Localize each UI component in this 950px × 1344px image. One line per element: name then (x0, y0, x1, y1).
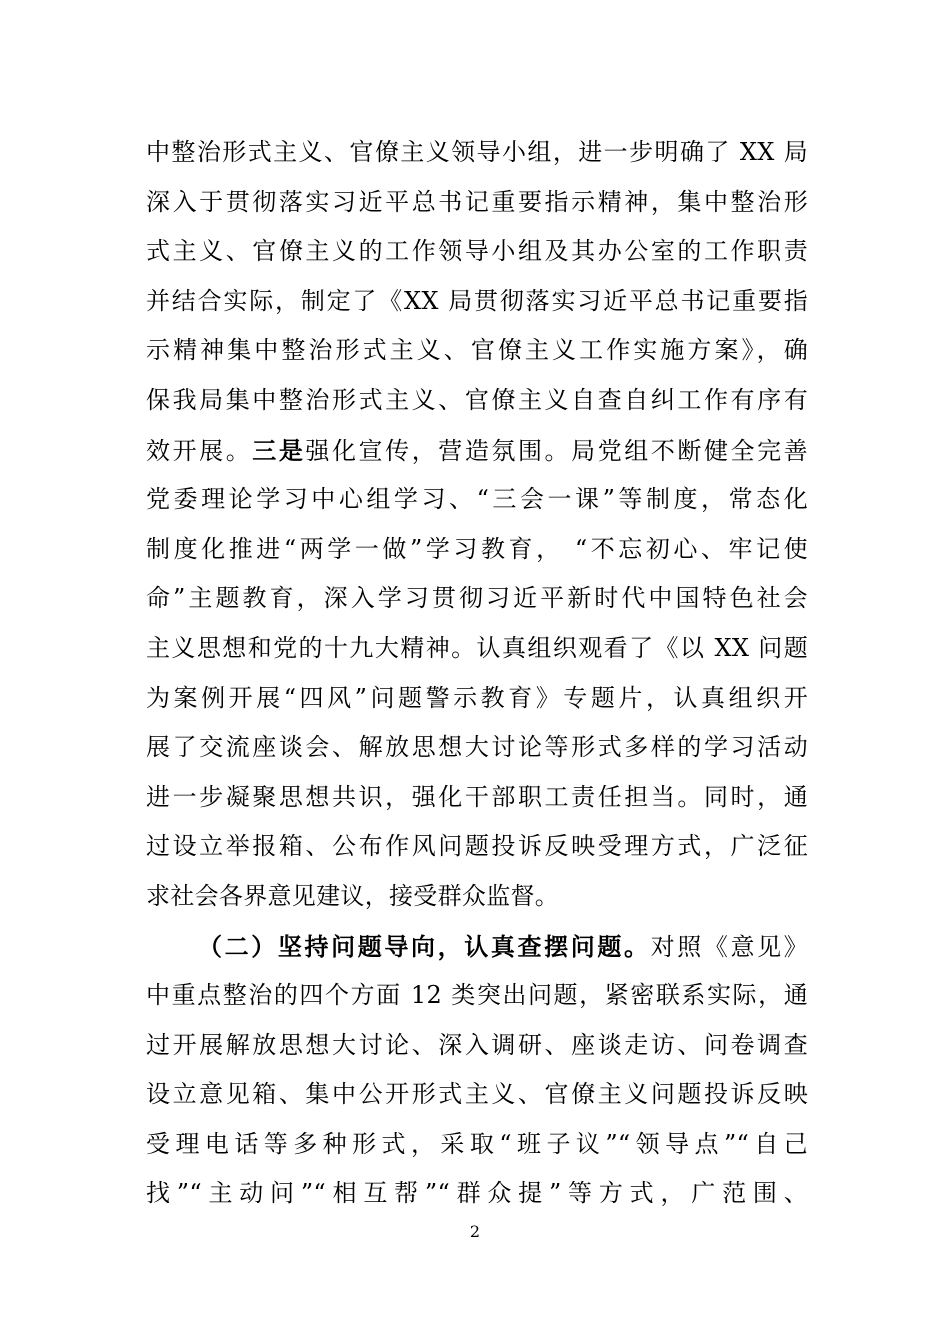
text-line: 示精神集中整治形式主义、官僚主义工作实施方案》，确 (146, 336, 808, 365)
text-segment: 对照《意见》 (650, 932, 808, 961)
text-line: 式主义、官僚主义的工作领导小组及其办公室的工作职责 (146, 237, 808, 266)
text-line: 主义思想和党的十九大精神。认真组织观看了《以 XX 问题 (146, 633, 808, 662)
page-number: 2 (469, 1222, 481, 1241)
text-line: 受理电话等多种形式，采取“班子议”“领导点”“自己 (146, 1129, 808, 1158)
text-line: 求社会各界意见建议，接受群众监督。 (146, 881, 560, 910)
section-heading-line (146, 922, 808, 972)
body-text (146, 128, 808, 1219)
text-line: 展了交流座谈会、解放思想大讨论等形式多样的学习活动 (146, 733, 808, 762)
bold-label-sanshi: 三是 (252, 435, 306, 465)
text-line: 中重点整治的四个方面 12 类突出问题，紧密联系实际，通 (146, 981, 808, 1010)
text-segment: 效开展。 (146, 436, 253, 465)
text-line: 并结合实际，制定了《XX 局贯彻落实习近平总书记重要指 (146, 286, 808, 315)
text-line: 命”主题教育，深入学习贯彻习近平新时代中国特色社会 (146, 584, 808, 613)
text-line: 过设立举报箱、公布作风问题投诉反映受理方式，广泛征 (146, 832, 808, 861)
text-line: 中整治形式主义、官僚主义领导小组，进一步明确了 XX 局 (146, 138, 808, 166)
text-line: 为案例开展“四风”问题警示教育》专题片，认真组织开 (146, 683, 808, 712)
text-line: 保我局集中整治形式主义、官僚主义自查自纠工作有序有 (146, 385, 808, 414)
text-line: 深入于贯彻落实习近平总书记重要指示精神，集中整治形 (146, 187, 808, 216)
text-line: 找”“主动问”“相互帮”“群众提”等方式，广范围、 (146, 1179, 808, 1208)
section-heading: （二）坚持问题导向，认真查摆问题。 (198, 931, 651, 961)
text-line (146, 426, 808, 476)
text-line: 进一步凝聚思想共识，强化干部职工责任担当。同时，通 (146, 782, 808, 811)
text-line: 党委理论学习中心组学习、“三会一课”等制度，常态化 (146, 485, 808, 514)
text-line: 过开展解放思想大讨论、深入调研、座谈走访、问卷调查 (146, 1030, 808, 1059)
text-line: 设立意见箱、集中公开形式主义、官僚主义问题投诉反映 (146, 1080, 808, 1109)
text-line: 制度化推进“两学一做”学习教育， “不忘初心、牢记使 (146, 534, 808, 563)
text-segment: 强化宣传，营造氛围。局党组不断健全完善 (305, 436, 808, 465)
